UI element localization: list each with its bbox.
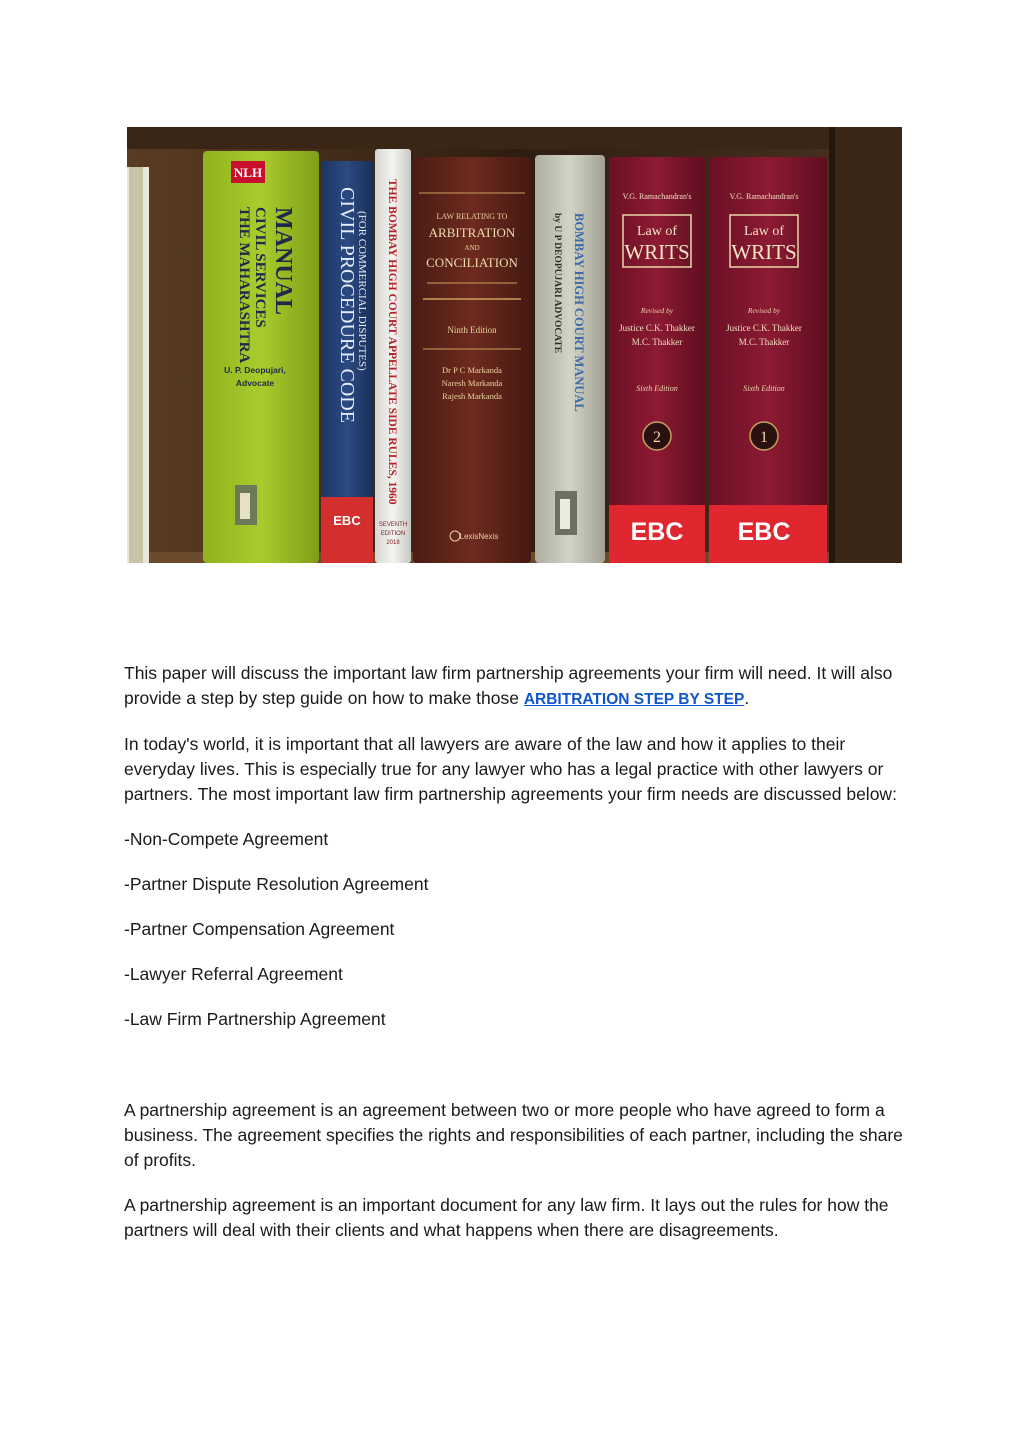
svg-text:U. P. Deopujari,: U. P. Deopujari, bbox=[224, 365, 286, 375]
intro-text: This paper will discuss the important law firm partnership agreements your firm will need. It will also provide a step by step guide on how to make those bbox=[124, 663, 893, 708]
paragraph-2: In today's world, it is important that all lawyers are aware of the law and how it applies to their everyday lives. This is especially true for any lawyer who has a legal practice with other lawyers or partners. The most important law firm partnership agreements your firm needs are discussed below: bbox=[124, 734, 897, 804]
svg-text:MANUAL: MANUAL bbox=[270, 207, 296, 315]
list-item: -Partner Dispute Resolution Agreement bbox=[124, 874, 429, 894]
svg-text:ARBITRATION: ARBITRATION bbox=[428, 225, 516, 240]
svg-text:M.C. Thakker: M.C. Thakker bbox=[631, 337, 683, 347]
svg-text:WRITS: WRITS bbox=[624, 240, 690, 264]
svg-text:Revised by: Revised by bbox=[640, 306, 674, 315]
svg-text:THE MAHARASHTRA: THE MAHARASHTRA bbox=[236, 207, 252, 364]
list-item: -Lawyer Referral Agreement bbox=[124, 964, 343, 984]
svg-text:EDITION: EDITION bbox=[380, 531, 406, 537]
svg-text:LAW RELATING TO: LAW RELATING TO bbox=[436, 212, 508, 221]
spacer bbox=[124, 1052, 904, 1098]
book-law-of-writs-vol-1 bbox=[709, 157, 827, 563]
svg-text:CIVIL PROCEDURE CODE: CIVIL PROCEDURE CODE bbox=[336, 187, 358, 423]
svg-text:2: 2 bbox=[653, 429, 661, 446]
article-body bbox=[124, 661, 904, 1263]
svg-text:THE BOMBAY HIGH COURT APPELLAT: THE BOMBAY HIGH COURT APPELLATE SIDE RULES, 1960 bbox=[386, 179, 398, 505]
paragraph-4: A partnership agreement is an important document for any law firm. It lays out the rules for how the partners will deal with their clients and what happens when there are disagreements. bbox=[124, 1195, 889, 1240]
svg-text:Justice C.K. Thakker: Justice C.K. Thakker bbox=[726, 323, 802, 333]
svg-text:Rajesh Markanda: Rajesh Markanda bbox=[442, 391, 502, 401]
svg-text:(FOR COMMERCIAL DISPUTES): (FOR COMMERCIAL DISPUTES) bbox=[356, 211, 368, 371]
svg-text:CONCILIATION: CONCILIATION bbox=[426, 255, 518, 270]
svg-text:EBC: EBC bbox=[737, 518, 791, 546]
svg-text:Law of: Law of bbox=[636, 224, 678, 239]
svg-text:by U P DEOPUJARI ADVOCATE: by U P DEOPUJARI ADVOCATE bbox=[552, 213, 562, 354]
svg-text:LexisNexis: LexisNexis bbox=[459, 532, 499, 541]
book-appellate-side-rules bbox=[375, 149, 411, 563]
paragraph-3: A partnership agreement is an agreement between two or more people who have agreed to form a business. The agreement specifies the rights and responsibilities of each partner, including the share of profits. bbox=[124, 1100, 903, 1170]
svg-text:Dr P C Markanda: Dr P C Markanda bbox=[442, 365, 502, 375]
svg-text:Law of: Law of bbox=[743, 224, 785, 239]
svg-text:WRITS: WRITS bbox=[731, 240, 797, 264]
book-civil-procedure-code bbox=[321, 161, 373, 563]
svg-text:Ninth Edition: Ninth Edition bbox=[447, 325, 497, 335]
svg-text:Justice C.K. Thakker: Justice C.K. Thakker bbox=[619, 323, 695, 333]
svg-text:M.C. Thakker: M.C. Thakker bbox=[738, 337, 790, 347]
book-maharashtra-manual bbox=[203, 151, 319, 563]
svg-text:CIVIL SERVICES: CIVIL SERVICES bbox=[252, 207, 268, 328]
list-item: -Partner Compensation Agreement bbox=[124, 919, 395, 939]
svg-text:EBC: EBC bbox=[630, 518, 684, 546]
svg-text:Sixth Edition: Sixth Edition bbox=[743, 384, 785, 393]
svg-text:2018: 2018 bbox=[386, 540, 400, 546]
intro-end: . bbox=[744, 688, 750, 708]
book-law-of-writs-vol-2 bbox=[609, 157, 705, 563]
bookshelf-photo bbox=[127, 127, 902, 563]
list-item: -Law Firm Partnership Agreement bbox=[124, 1009, 386, 1029]
svg-text:Sixth Edition: Sixth Edition bbox=[636, 384, 678, 393]
book-bombay-high-court-manual bbox=[535, 155, 605, 563]
svg-text:1: 1 bbox=[760, 429, 768, 446]
arbitration-step-by-step-link[interactable]: ARBITRATION STEP BY STEP bbox=[523, 691, 745, 708]
svg-text:BOMBAY HIGH COURT MANUAL: BOMBAY HIGH COURT MANUAL bbox=[572, 213, 586, 412]
svg-text:EBC: EBC bbox=[333, 513, 361, 528]
nlh-logo: NLH bbox=[233, 165, 263, 180]
intro-paragraph bbox=[124, 661, 904, 712]
svg-text:Naresh Markanda: Naresh Markanda bbox=[441, 378, 503, 388]
svg-text:V.G. Ramachandran's: V.G. Ramachandran's bbox=[729, 192, 799, 201]
svg-text:SEVENTH: SEVENTH bbox=[378, 522, 408, 528]
svg-text:Revised by: Revised by bbox=[747, 306, 781, 315]
svg-text:AND: AND bbox=[464, 244, 480, 252]
list-item: -Non-Compete Agreement bbox=[124, 829, 329, 849]
svg-text:V.G. Ramachandran's: V.G. Ramachandran's bbox=[622, 192, 692, 201]
book-partial-left bbox=[127, 167, 149, 563]
svg-text:Advocate: Advocate bbox=[235, 378, 275, 388]
book-arbitration-conciliation bbox=[413, 157, 531, 563]
